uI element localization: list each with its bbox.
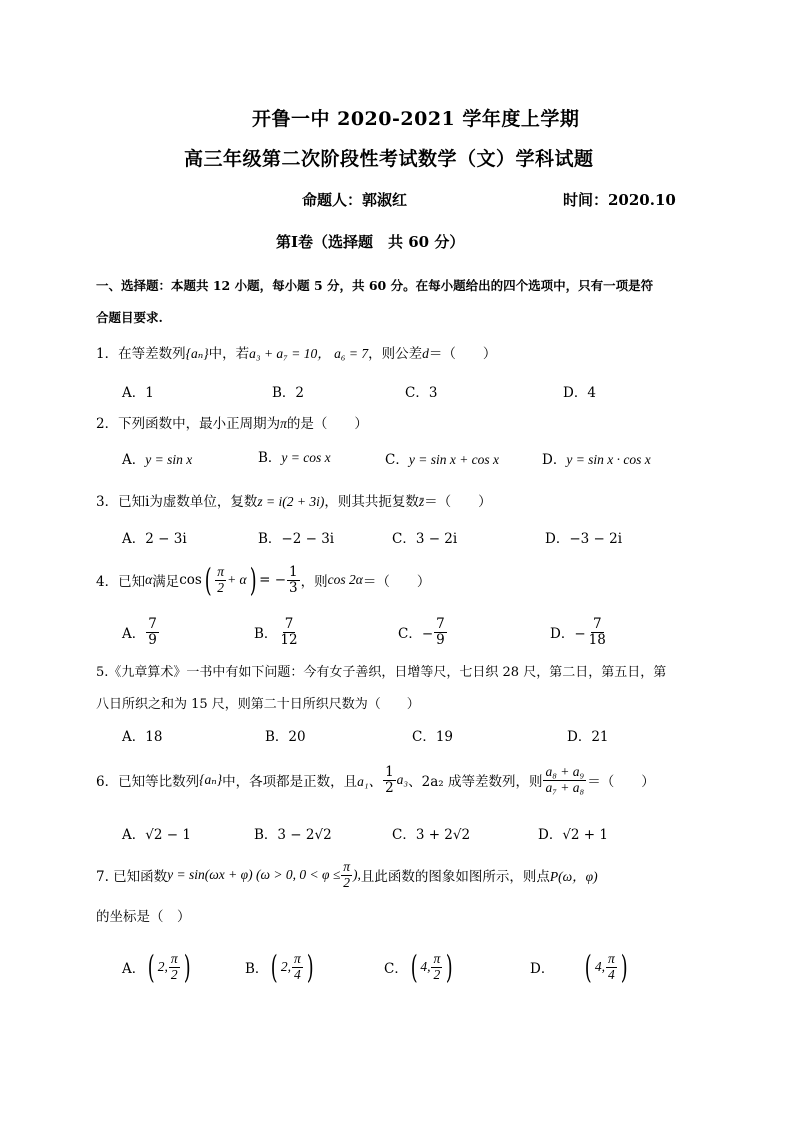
q6-option-b: B．3 − 2√2 [254,827,332,843]
q2-d-expr: y = sin x · cos x [566,452,651,467]
q1-text-a: 1．在等差数列 [96,346,186,362]
q1-option-d: D．4 [563,385,596,401]
q2-text-b: 的是（ ） [286,416,368,432]
q4-c-num: 7 [436,616,445,633]
question-7 [96,853,598,897]
q3-zbar: z̄ [418,494,425,509]
q7-d-val: 4, [594,959,605,974]
q3-option-a: A．2 − 3i [122,531,187,547]
q4-b-label: B． [254,626,278,642]
q7-option-c [384,945,456,989]
q7-c-rparen: ) [446,948,453,986]
q6-text-c: 、2a₂ 成等差数列，则 [408,774,543,790]
q4-a-num: 7 [148,616,157,633]
q6-ratio [543,765,586,794]
q2-text-a: 2．下列函数中，最小正周期为 [96,416,281,432]
q1-text-b: 中，若 [208,346,250,362]
q3-text-a: 3．已知i为虚数单位，复数 [96,494,258,510]
q7-b-den: 4 [294,966,301,982]
q7-a-frac [169,952,180,981]
q4-eq: = − [259,572,287,588]
q7-c-lparen: ( [410,948,418,986]
q6-text-a: 6．已知等比数列 [96,774,200,790]
q6-text-b: 中，各项都是正数，且 [222,774,358,790]
q7-c-val: 4, [420,959,431,974]
q2-a-label: A． [122,452,146,468]
q4-rparen: ) [249,561,257,599]
q1-option-b: B．2 [272,385,305,401]
q7-b-label: B． [245,961,269,977]
q4-option-d [550,612,609,652]
q1-text-c: ，则公差 [368,346,423,362]
q4-cos2a: cos 2α [327,572,363,587]
q3-text-c: ＝（ ） [424,494,492,510]
q4-c-label: C．− [398,626,434,642]
q4-d-frac [587,617,608,646]
q6-ratio-num: a₈ + a₉ [545,764,585,780]
q6-seq: {aₙ} [199,772,223,787]
q7-a-den: 2 [170,966,178,982]
q4-text-c: ，则 [300,574,328,590]
question-5-line-2: 八日所织之和为 15 尺，则第二十日所织尺数为（ ） [96,697,420,712]
q5-option-c: C．19 [412,729,454,745]
q2-c-expr: y = sin x + cos x [408,452,500,467]
q2-a-expr: y = sin x [145,452,193,467]
q6-option-a: A．√2 − 1 [122,827,191,843]
q2-d-label: D． [542,452,567,468]
q4-two: 2 [217,579,225,595]
q6-a3: a₃ [396,772,409,787]
q7-b-num: π [294,951,301,967]
q7-c-num: π [433,951,441,967]
q3-option-d: D．−3 − 2i [545,531,623,547]
q4-option-a [122,612,160,652]
q4-plus-alpha: + α [227,572,247,587]
q7-text-a: 7. 已知函数 [96,869,168,885]
section-intro-line-2: 合题目要求. [96,310,163,325]
q7-close: ), [353,867,361,882]
q6-option-c: C．3 + 2√2 [392,827,471,843]
q7-two: 2 [343,874,350,890]
q6-half-num: 1 [385,764,394,781]
q1-option-c: C．3 [405,385,438,401]
q1-text-d: ＝（ ） [428,346,497,362]
q4-d-label: D．− [550,626,586,642]
q5-option-d: D．21 [567,729,609,745]
q6-half [383,765,396,794]
question-4 [96,558,430,602]
q4-c-frac [434,617,447,646]
question-7-line-2: 的坐标是（ ） [96,909,191,925]
q7-text-b: 且此函数的图象如图所示，则点 [360,869,550,885]
q7-a-val: 2, [157,959,168,974]
q2-option-a [122,448,192,468]
q7-a-lparen: ( [148,948,155,986]
q7-d-den: 4 [607,966,615,982]
q2-b-label: B． [258,450,282,466]
question-6 [96,758,655,802]
question-1 [96,342,496,362]
time-label: 时间：2020.10 [563,191,676,209]
q4-text-a: 4．已知 [96,574,146,590]
q7-b-rparen: ) [306,948,314,986]
q7-b-val: 2, [280,959,292,974]
q1-seq: {aₙ} [185,346,209,361]
question-5-line-1: 5.《九章算术》一书中有如下问题：今有女子善织，日增等尺，七日织 28 尺，第二日，第五日，第 [96,665,667,680]
question-2 [96,412,368,432]
q7-c-frac [431,952,442,981]
question-3 [96,490,492,510]
q7-option-b [245,945,316,989]
q4-b-num: 7 [284,616,294,633]
q7-b-frac [292,952,303,981]
section-intro-line-1: 一、选择题：本题共 12 小题，每小题 5 分，共 60 分。在每小题给出的四个选项中，只有一项是符 [96,278,654,293]
q4-d-num: 7 [592,616,602,633]
q7-d-label: D． [530,961,555,977]
q4-pi: π [217,564,225,580]
q7-d-rparen: ) [620,948,628,986]
q1-cond: a₃ + a₇ = 10， a₆ = 7 [249,346,369,361]
q4-b-frac [278,617,299,646]
q6-text-d: ＝（ ） [587,774,655,790]
author-label: 命题人：郭淑红 [302,191,408,209]
q2-c-label: C． [385,452,409,468]
q7-c-den: 2 [433,966,441,982]
q7-a-rparen: ) [183,948,191,986]
q2-pi: π [280,416,287,431]
q7-a-num: π [170,951,178,967]
q1-var: d [422,346,429,361]
q4-a-frac [146,617,159,646]
q2-option-b [258,446,331,466]
q6-half-den: 2 [385,779,394,796]
q3-text-b: ，则其共扼复数 [324,494,419,510]
q7-option-a [122,945,193,989]
q4-text-b: 满足 [152,574,180,590]
q4-option-c [398,612,448,652]
q4-c-den: 9 [436,631,445,648]
q4-three: 3 [289,579,298,596]
q2-b-expr: y = cos x [281,450,331,465]
q7-b-lparen: ( [271,948,279,986]
q4-cos: cos [179,572,202,588]
title-line-1: 开鲁一中 2020-2021 学年度上学期 [252,108,580,130]
q4-one-third [287,565,300,594]
q7-a-label: A． [122,961,146,977]
q7-d-num: π [607,951,615,967]
q3-expr: z = i(2 + 3i) [257,494,325,509]
q5-option-a: A．18 [122,729,163,745]
q1-option-a: A．1 [122,385,154,401]
q4-d-den: 18 [588,631,606,648]
q7-option-d [530,945,630,989]
q4-b-den: 12 [280,631,298,648]
q5-option-b: B．20 [265,729,306,745]
q7-pi-over-2 [341,860,352,889]
q2-option-c [385,448,499,468]
q4-text-d: ＝（ ） [362,574,431,590]
q3-option-b: B．−2 − 3i [258,531,335,547]
q7-expr: y = sin(ωx + φ) (ω > 0, 0 < φ ≤ [167,867,341,882]
q6-a1: a₁、 [357,774,383,789]
q7-c-label: C． [384,961,408,977]
title-line-2: 高三年级第二次阶段性考试数学（文）学科试题 [184,148,594,170]
part-heading: 第Ⅰ卷（选择题 共 60 分） [276,233,465,251]
q7-pi: π [343,859,351,875]
q4-pi-over-2 [215,565,226,594]
q4-option-b [254,612,301,652]
q4-a-label: A． [122,626,146,642]
q7-point: P(ω，φ) [549,869,598,884]
q4-one: 1 [289,564,298,581]
q4-alpha: α [145,572,153,587]
q4-lparen: ( [204,561,212,599]
q6-option-d: D．√2 + 1 [538,827,608,843]
q3-option-c: C．3 − 2i [392,531,458,547]
q6-ratio-den: a₇ + a₈ [545,779,585,795]
q7-d-frac [606,952,617,981]
q2-option-d [542,448,651,468]
q7-d-lparen: ( [585,948,593,986]
q4-a-den: 9 [148,631,157,648]
